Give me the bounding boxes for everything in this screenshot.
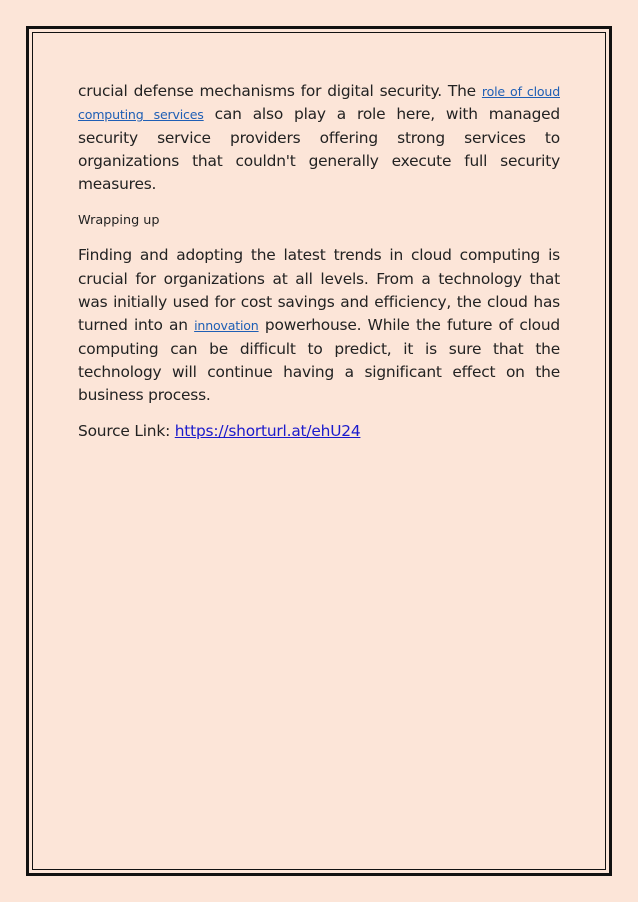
- paragraph-conclusion-text-start: Finding and adopting the latest trends in cloud computing is crucial for organizations at all levels. From a technology that was initially used for cost savings and efficiency, the cloud has turned into an: [78, 246, 560, 335]
- section-heading-wrapping-up: Wrapping up: [78, 213, 160, 229]
- paragraph-conclusion: [78, 244, 560, 407]
- role-of-cloud-computing-link[interactable]: role of cloud computing services: [78, 84, 560, 123]
- source-label: Source Link:: [78, 421, 175, 440]
- source-url-link[interactable]: https://shorturl.at/ehU24: [174, 421, 361, 440]
- paragraph-security-text-end: can also play a role here, with managed security service providers offering strong services to organizations that couldn't generally execute full security measures.: [78, 105, 560, 194]
- document-body: [78, 80, 560, 443]
- innovation-link[interactable]: innovation: [194, 318, 259, 334]
- paragraph-security-text-start: crucial defense mechanisms for digital security. The: [78, 82, 482, 100]
- paragraph-conclusion-text-end: powerhouse. While the future of cloud computing can be difficult to predict, it is sure that the technology will continue having a significant effect on the business process.: [78, 316, 560, 405]
- source-line: [78, 420, 560, 443]
- paragraph-security: [78, 80, 560, 196]
